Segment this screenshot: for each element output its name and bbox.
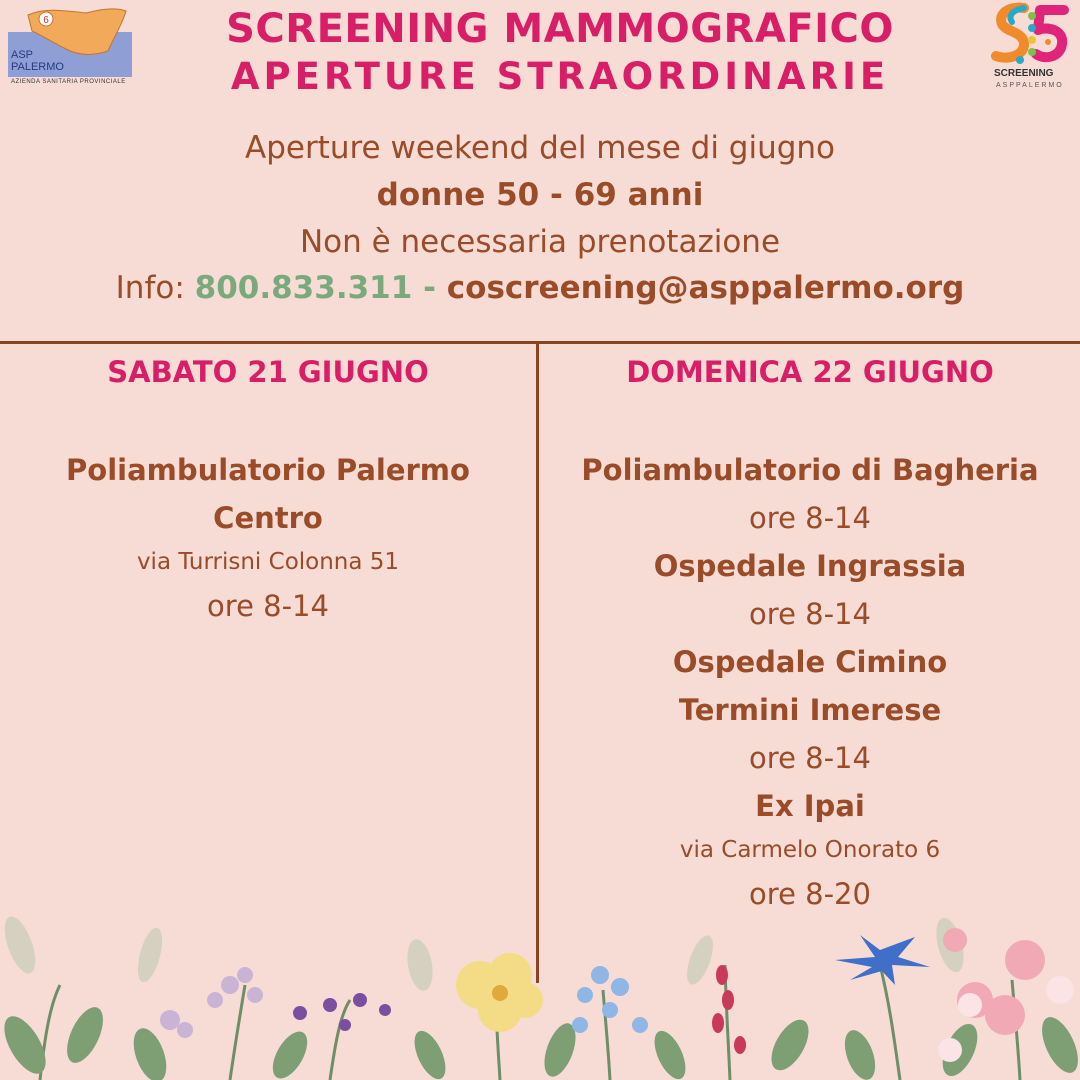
- svg-text:6: 6: [43, 15, 49, 26]
- location-name: Ospedale Ingrassia: [653, 549, 967, 583]
- location-hours: ore 8-14: [749, 501, 871, 535]
- title-line-2: APERTURE STRAORDINARIE: [230, 55, 890, 98]
- email-link[interactable]: coscreening@asppalermo.org: [446, 270, 965, 306]
- location-hours: ore 8-14: [749, 741, 871, 775]
- sunday-column: [540, 446, 1080, 918]
- location-name-cont: Termini Imerese: [678, 693, 942, 727]
- screening-mark-icon: [990, 2, 1074, 68]
- location-hours: ore 8-20: [749, 877, 871, 911]
- location-name: Ex Ipai: [755, 789, 865, 823]
- asp-palermo-logo: [8, 5, 134, 89]
- contact-separator: -: [412, 270, 447, 306]
- location-hours: ore 8-14: [207, 589, 329, 623]
- screening-logo: [990, 2, 1074, 94]
- wildflower-border-decoration: [0, 905, 1080, 1080]
- title-line-1: SCREENING MAMMOGRAFICO: [226, 6, 894, 52]
- horizontal-divider: [0, 341, 1080, 344]
- screening-logo-word: SCREENING: [994, 68, 1054, 79]
- info-label: Info:: [115, 270, 195, 306]
- info-no-booking: Non è necessaria prenotazione: [299, 224, 781, 260]
- location-name: Poliambulatorio Palermo: [66, 453, 470, 487]
- logo-subtitle: AZIENDA SANITARIA PROVINCIALE: [11, 79, 126, 85]
- location-name-cont: Centro: [213, 501, 323, 535]
- location-name: Poliambulatorio di Bagheria: [581, 453, 1039, 487]
- logo-name: ASP PALERMO: [11, 49, 64, 73]
- screening-logo-sub: ASPPALERMO: [996, 82, 1064, 89]
- info-weekend: Aperture weekend del mese di giugno: [244, 130, 836, 166]
- saturday-heading: SABATO 21 GIUGNO: [107, 355, 429, 389]
- location-address: via Carmelo Onorato 6: [679, 837, 941, 863]
- info-age-range: donne 50 - 69 anni: [376, 177, 704, 213]
- sunday-heading: DOMENICA 22 GIUGNO: [626, 355, 994, 389]
- vertical-divider: [536, 343, 539, 983]
- info-contacts: [0, 270, 1080, 306]
- phone-link[interactable]: 800.833.311: [194, 270, 413, 306]
- location-name: Ospedale Cimino: [672, 645, 948, 679]
- location-address: via Turrisni Colonna 51: [136, 549, 400, 575]
- location-hours: ore 8-14: [749, 597, 871, 631]
- saturday-column: [0, 446, 536, 630]
